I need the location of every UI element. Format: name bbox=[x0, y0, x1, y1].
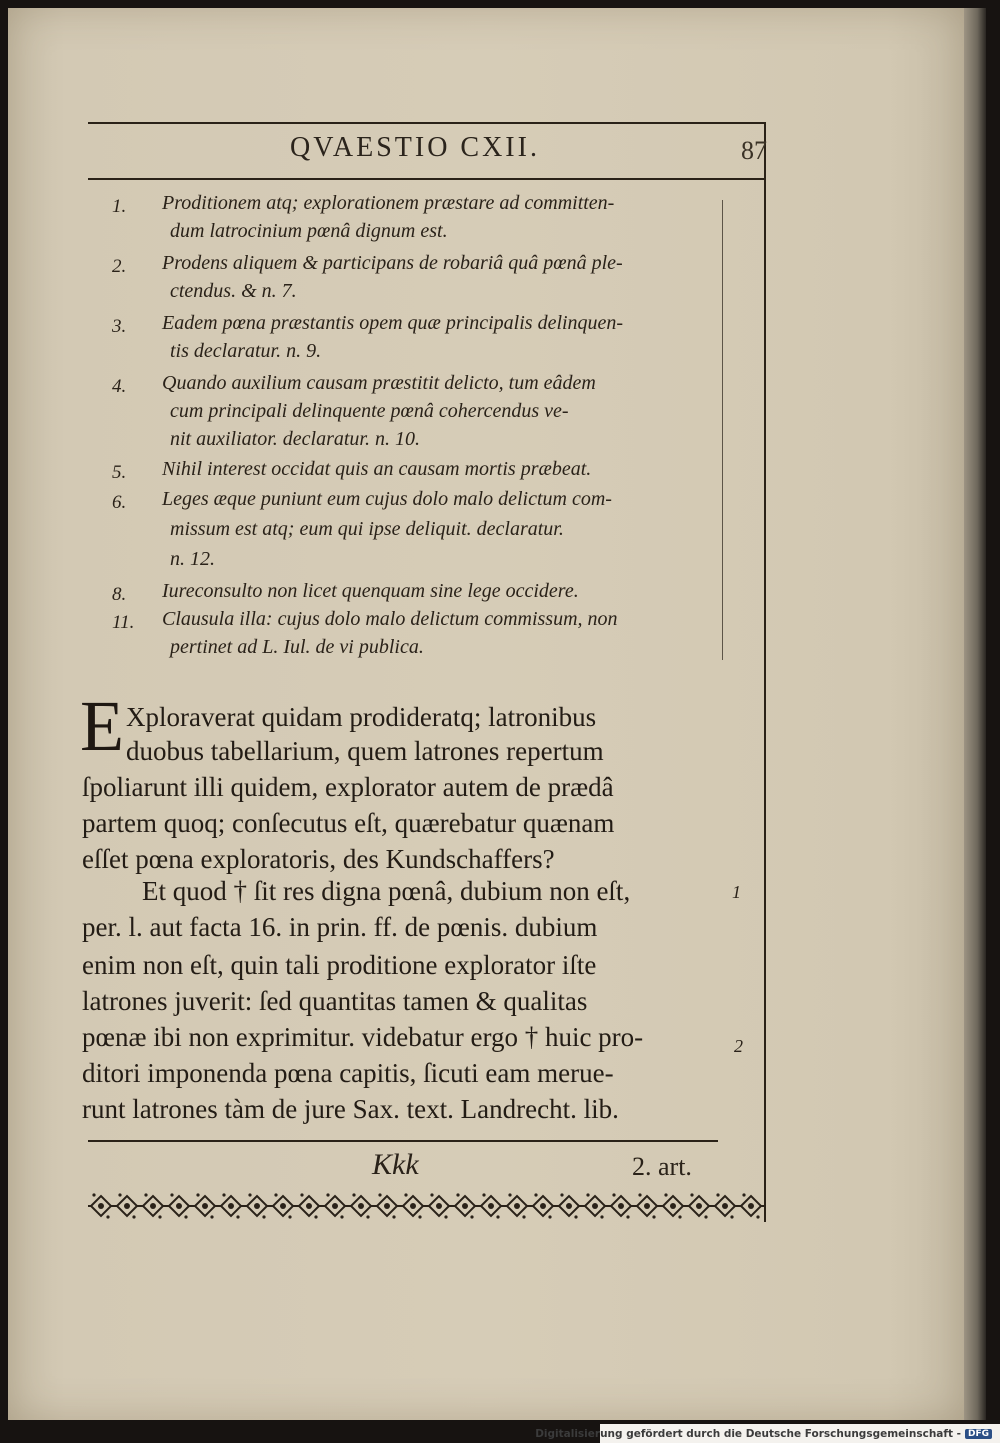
body-line: per. l. aut facta 16. in prin. ff. de pœnis. dubium bbox=[82, 912, 598, 942]
footer-rule bbox=[88, 1140, 718, 1142]
summary-number: 8. bbox=[112, 584, 127, 605]
digitization-credit-bar bbox=[535, 1424, 1000, 1443]
catchword: 2. art. bbox=[632, 1152, 692, 1181]
dfg-logo[interactable]: DFG bbox=[965, 1429, 992, 1439]
body-line: partem quoq; conſecutus eſt, quærebatur quænam bbox=[82, 808, 615, 838]
signature-mark: Kkk bbox=[372, 1148, 419, 1181]
summary-number: 11. bbox=[112, 612, 135, 633]
summary-line: pertinet ad L. Iul. de vi publica. bbox=[170, 636, 424, 658]
body-line: eſſet pœna exploratoris, des Kundschaffers? bbox=[82, 844, 555, 874]
summary-line: Quando auxilium causam præstitit delicto, tum eâdem bbox=[162, 372, 596, 394]
summary-line: Iureconsulto non licet quenquam sine lege occidere. bbox=[162, 580, 579, 602]
header-rule-top bbox=[88, 122, 764, 124]
body-line: Et quod † ſit res digna pœnâ, dubium non eſt, bbox=[142, 876, 631, 906]
summary-line: tis declaratur. n. 9. bbox=[170, 340, 322, 362]
margin-note-number: 1 bbox=[732, 882, 741, 902]
summary-side-rule bbox=[722, 200, 723, 660]
summary-line: Leges æque puniunt eum cujus dolo malo delictum com- bbox=[162, 488, 612, 510]
summary-line: cum principali delinquente pœnâ cohercendus ve- bbox=[170, 400, 569, 422]
credit-text: Digitalisierung gefördert durch die Deutsche Forschungsgemeinschaft - bbox=[535, 1427, 961, 1440]
summary-line: Prodens aliquem & participans de robariâ quâ pœnâ ple- bbox=[162, 252, 623, 274]
body-line: pœnæ ibi non exprimitur. videbatur ergo † huic pro- bbox=[82, 1022, 644, 1052]
drop-cap-initial: E bbox=[80, 686, 124, 766]
margin-note-number: 2 bbox=[734, 1036, 743, 1056]
body-line: duobus tabellarium, quem latrones repertum bbox=[126, 736, 604, 766]
body-line: ſpoliarunt illi quidem, explorator autem de prædâ bbox=[82, 772, 614, 802]
summary-number: 5. bbox=[112, 462, 127, 483]
summary-line: Nihil interest occidat quis an causam mortis præbeat. bbox=[162, 458, 592, 480]
body-line: ditori imponenda pœna capitis, ſicuti eam merue- bbox=[82, 1058, 614, 1088]
summary-line: ctendus. & n. 7. bbox=[170, 280, 297, 302]
body-line: runt latrones tàm de jure Sax. text. Landrecht. lib. bbox=[82, 1094, 619, 1124]
running-head: QVAESTIO CXII. bbox=[290, 132, 540, 163]
page-edge-shadow bbox=[964, 8, 986, 1420]
body-line: latrones juverit: ſed quantitas tamen & qualitas bbox=[82, 986, 588, 1016]
summary-line: n. 12. bbox=[170, 548, 215, 570]
summary-number: 1. bbox=[112, 196, 127, 217]
summary-line: nit auxiliator. declaratur. n. 10. bbox=[170, 428, 420, 450]
summary-number: 3. bbox=[112, 316, 127, 337]
summary-line: Clausula illa: cujus dolo malo delictum commissum, non bbox=[162, 608, 618, 630]
body-line: Xploraverat quidam prodideratq; latronibus bbox=[126, 702, 597, 732]
summary-line: missum est atq; eum qui ipse deliquit. declaratur. bbox=[170, 518, 564, 540]
summary-line: Proditionem atq; explorationem præstare ad committen- bbox=[162, 192, 615, 214]
frame-right-border bbox=[764, 122, 766, 1222]
body-line: enim non eſt, quin tali proditione explorator iſte bbox=[82, 950, 597, 980]
summary-number: 6. bbox=[112, 492, 127, 513]
ornamental-border bbox=[88, 1190, 764, 1222]
folio-number: 87 bbox=[741, 136, 767, 165]
summary-line: Eadem pœna præstantis opem quæ principalis delinquen- bbox=[162, 312, 624, 334]
summary-number: 2. bbox=[112, 256, 127, 277]
header-rule-bottom bbox=[88, 178, 764, 180]
summary-line: dum latrocinium pœnâ dignum est. bbox=[170, 220, 448, 242]
summary-number: 4. bbox=[112, 376, 127, 397]
